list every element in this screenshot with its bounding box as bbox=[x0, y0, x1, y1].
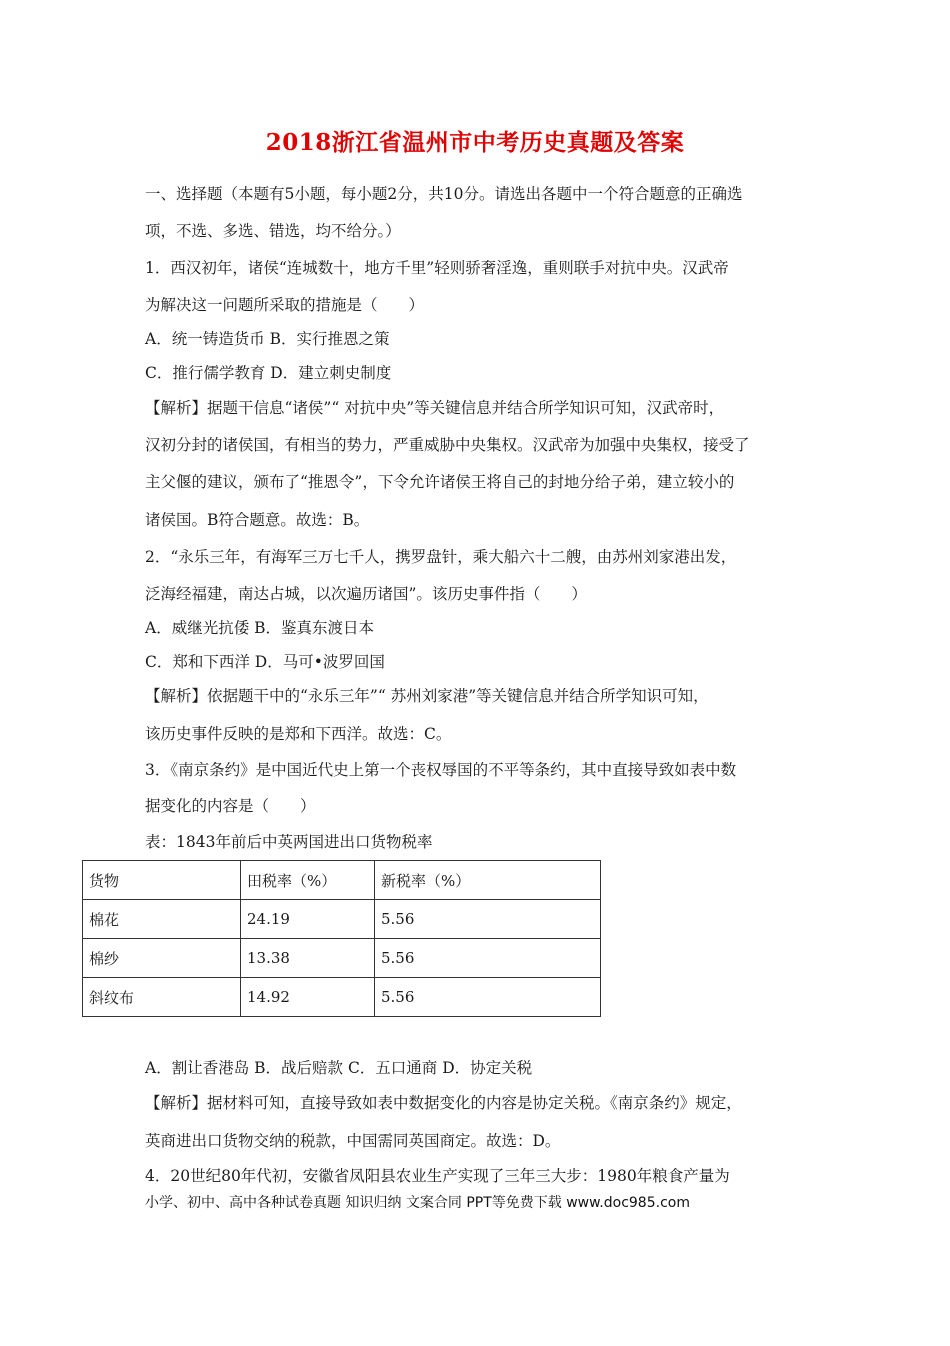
text-line: C．郑和下西洋 D．马可•波罗回国 bbox=[145, 653, 385, 671]
text-line: 泛海经福建，南达占城，以次遍历诸国”。该历史事件指（ ） bbox=[145, 585, 587, 603]
table-cell: 13.38 bbox=[241, 939, 375, 978]
text-line: 1．西汉初年，诸侯“连城数十，地方千里”轻则骄奢淫逸，重则联手对抗中央。汉武帝 bbox=[145, 259, 729, 277]
text-line: 英商进出口货物交纳的税款，中国需同英国商定。故选：D。 bbox=[145, 1132, 561, 1150]
table-header-row bbox=[83, 861, 601, 900]
text-line: 该历史事件反映的是郑和下西洋。故选：C。 bbox=[145, 725, 452, 743]
table-cell: 5.56 bbox=[375, 978, 601, 1017]
text-line: 【解析】据题干信息“诸侯”“ 对抗中央”等关键信息并结合所学知识可知，汉武帝时， bbox=[145, 399, 725, 417]
table-cell: 24.19 bbox=[241, 900, 375, 939]
table-cell: 5.56 bbox=[375, 939, 601, 978]
text-line: 2．“永乐三年，有海军三万七千人，携罗盘针，乘大船六十二艘，由苏州刘家港出发， bbox=[145, 548, 737, 566]
text-line: 4．20世纪80年代初，安徽省凤阳县农业生产实现了三年三大步：1980年粮食产量为 bbox=[145, 1167, 730, 1185]
footer-link[interactable]: 小学、初中、高中各种试卷真题 知识归纳 文案合同 PPT等免费下载 www.doc985.com bbox=[145, 1195, 690, 1211]
text-line: A．割让香港岛 B．战后赔款 C．五口通商 D．协定关税 bbox=[145, 1059, 533, 1077]
page-title: 2018浙江省温州市中考历史真题及答案 bbox=[265, 129, 685, 156]
text-line: 表：1843年前后中英两国进出口货物税率 bbox=[145, 833, 433, 851]
text-line: 主父偃的建议，颁布了“推恩令”，下令允许诸侯王将自己的封地分给子弟，建立较小的 bbox=[145, 473, 735, 491]
text-line: A．威继光抗倭 B．鉴真东渡日本 bbox=[145, 619, 375, 637]
table-cell: 斜纹布 bbox=[83, 978, 241, 1017]
table-cell: 5.56 bbox=[375, 900, 601, 939]
text-line: 为解决这一问题所采取的措施是（ ） bbox=[145, 296, 425, 314]
text-line: 汉初分封的诸侯国，有相当的势力，严重威胁中央集权。汉武帝为加强中央集权，接受了 bbox=[145, 436, 750, 454]
table-header-cell: 新税率（%） bbox=[375, 861, 601, 900]
table-header-cell: 货物 bbox=[83, 861, 241, 900]
table-cell: 棉花 bbox=[83, 900, 241, 939]
table-cell: 棉纱 bbox=[83, 939, 241, 978]
text-line: 一、选择题（本题有5小题，每小题2分，共10分。请选出各题中一个符合题意的正确选 bbox=[145, 185, 743, 203]
table-cell: 14.92 bbox=[241, 978, 375, 1017]
table-header-cell: 田税率（%） bbox=[241, 861, 375, 900]
table-row bbox=[83, 900, 601, 939]
text-line: A．统一铸造货币 B．实行推恩之策 bbox=[145, 330, 390, 348]
tax-rate-table bbox=[82, 860, 601, 1017]
table-row bbox=[83, 978, 601, 1017]
text-line: C．推行儒学教育 D．建立刺史制度 bbox=[145, 364, 392, 382]
text-line: 3．《南京条约》是中国近代史上第一个丧权辱国的不平等条约，其中直接导致如表中数 bbox=[145, 761, 737, 779]
table-row bbox=[83, 939, 601, 978]
text-line: 【解析】依据题干中的“永乐三年”“ 苏州刘家港”等关键信息并结合所学知识可知， bbox=[145, 687, 709, 705]
text-line: 诸侯国。B符合题意。故选：B。 bbox=[145, 511, 370, 529]
text-line: 据变化的内容是（ ） bbox=[145, 797, 316, 815]
text-line: 项，不选、多选、错选，均不给分。） bbox=[145, 222, 401, 240]
text-line: 【解析】据材料可知，直接导致如表中数据变化的内容是协定关税。《南京条约》规定， bbox=[145, 1094, 742, 1112]
